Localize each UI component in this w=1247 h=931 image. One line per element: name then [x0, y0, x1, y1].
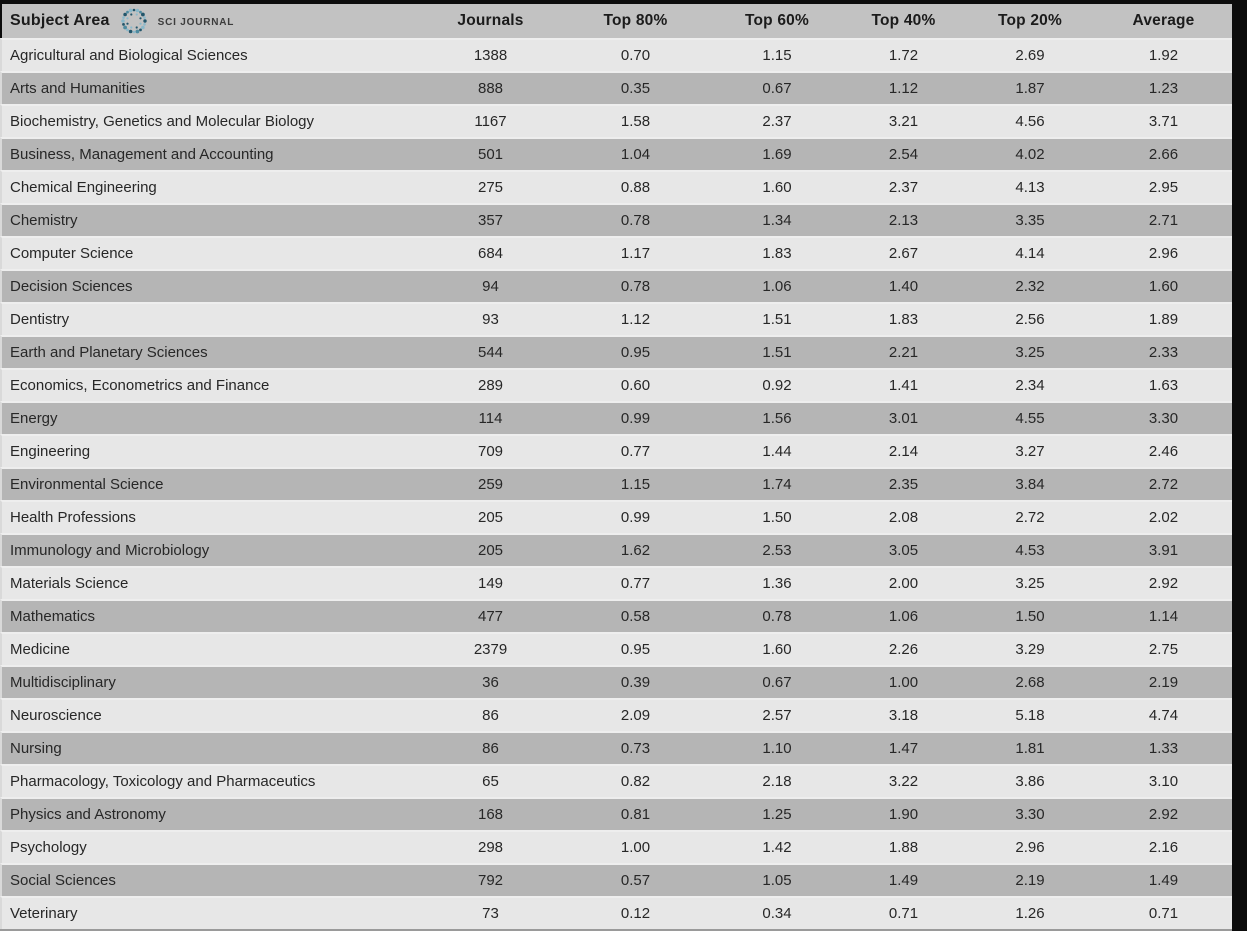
journals-cell: 149 [477, 575, 504, 592]
top-40-cell: 1.00 [888, 674, 919, 691]
journals-cell: 1167 [474, 113, 507, 130]
top-40-cell: 2.37 [888, 179, 919, 196]
top-80-cell: 0.70 [620, 47, 651, 64]
top-60-cell: 1.83 [762, 245, 792, 262]
subject-area-cell: Medicine [10, 641, 71, 658]
top-60-cell: 1.74 [762, 476, 792, 493]
top-80-cell: 0.88 [620, 179, 651, 196]
journals-cell: 168 [477, 806, 504, 823]
top-20-cell: 2.96 [1015, 839, 1045, 856]
average-cell: 2.46 [1148, 443, 1179, 460]
top-20-cell: 4.56 [1015, 113, 1045, 130]
top-60-cell: 1.51 [762, 344, 792, 361]
top-80-cell: 2.09 [620, 707, 651, 724]
top-40-cell: 3.05 [888, 542, 919, 559]
top-60-cell: 2.57 [762, 707, 792, 724]
journals-cell: 684 [477, 245, 504, 262]
table-row [0, 533, 1232, 566]
table-row [0, 203, 1232, 236]
average-cell: 2.02 [1148, 509, 1179, 526]
top-20-cell: 1.50 [1015, 608, 1045, 625]
table-row [0, 137, 1232, 170]
top-60-cell: 1.44 [762, 443, 792, 460]
top-60-cell: 0.67 [762, 80, 792, 97]
table-row [0, 500, 1232, 533]
average-cell: 1.92 [1148, 47, 1179, 64]
journals-cell: 94 [482, 278, 499, 295]
top-20-cell: 3.86 [1015, 773, 1045, 790]
journals-cell: 501 [477, 146, 504, 163]
top-80-cell: 0.95 [620, 344, 651, 361]
average-cell: 3.71 [1148, 113, 1179, 130]
subject-area-cell: Social Sciences [10, 872, 116, 889]
journals-cell: 357 [477, 212, 504, 229]
top-60-cell: 0.78 [762, 608, 792, 625]
top-60-cell: 1.05 [762, 872, 792, 889]
subject-area-cell: Physics and Astronomy [10, 806, 166, 823]
average-cell: 0.71 [1148, 905, 1179, 922]
average-cell: 2.66 [1148, 146, 1179, 163]
top-20-cell: 3.27 [1015, 443, 1045, 460]
top-80-cell: 0.78 [620, 278, 651, 295]
sci-journal-logo-text: SCI JOURNAL [157, 16, 235, 28]
journals-cell: 544 [477, 344, 504, 361]
top-80-column-header: Top 80% [603, 12, 668, 29]
table-row [0, 71, 1232, 104]
subject-area-header-label: Subject Area [10, 12, 110, 29]
subject-area-cell: Dentistry [10, 311, 70, 328]
table-row [0, 269, 1232, 302]
subject-area-cell: Decision Sciences [10, 278, 133, 295]
average-cell: 2.96 [1148, 245, 1179, 262]
top-80-cell: 0.57 [620, 872, 651, 889]
table-row [0, 599, 1232, 632]
top-20-cell: 2.34 [1015, 377, 1045, 394]
top-20-cell: 4.53 [1015, 542, 1045, 559]
average-cell: 2.92 [1148, 575, 1179, 592]
average-cell: 1.89 [1148, 311, 1179, 328]
average-cell: 2.72 [1148, 476, 1179, 493]
top-40-cell: 2.35 [888, 476, 919, 493]
top-60-cell: 1.25 [762, 806, 792, 823]
top-60-cell: 1.60 [762, 179, 792, 196]
top-20-cell: 2.19 [1015, 872, 1045, 889]
table-row [0, 566, 1232, 599]
top-80-cell: 1.62 [620, 542, 651, 559]
subject-area-header-cell [2, 4, 424, 38]
table-row [0, 236, 1232, 269]
average-cell: 3.91 [1148, 542, 1179, 559]
table-row [0, 632, 1232, 665]
average-cell: 1.60 [1148, 278, 1179, 295]
top-20-cell: 2.56 [1015, 311, 1045, 328]
average-cell: 2.75 [1148, 641, 1179, 658]
journals-cell: 65 [482, 773, 499, 790]
subject-area-cell: Earth and Planetary Sciences [10, 344, 208, 361]
journals-cell: 1388 [473, 47, 508, 64]
top-80-cell: 0.81 [620, 806, 651, 823]
journals-cell: 275 [477, 179, 504, 196]
table-row [0, 467, 1232, 500]
top-40-cell: 1.40 [888, 278, 919, 295]
top-60-cell: 1.06 [762, 278, 792, 295]
top-20-cell: 3.29 [1015, 641, 1045, 658]
journals-cell: 86 [482, 707, 499, 724]
subject-area-cell: Multidisciplinary [10, 674, 116, 691]
average-cell: 2.95 [1148, 179, 1179, 196]
top-60-cell: 1.51 [762, 311, 792, 328]
top-60-cell: 1.60 [762, 641, 792, 658]
top-80-cell: 1.00 [620, 839, 651, 856]
average-cell: 1.23 [1148, 80, 1179, 97]
top-40-cell: 2.67 [888, 245, 919, 262]
top-60-cell: 1.50 [762, 509, 792, 526]
subject-area-cell: Pharmacology, Toxicology and Pharmaceutics [10, 773, 316, 790]
top-20-cell: 1.81 [1015, 740, 1045, 757]
top-20-cell: 2.68 [1015, 674, 1045, 691]
top-40-cell: 3.21 [888, 113, 919, 130]
journals-cell: 2379 [473, 641, 508, 658]
top-20-cell: 1.26 [1015, 905, 1045, 922]
average-cell: 3.30 [1148, 410, 1179, 427]
top-20-cell: 4.13 [1015, 179, 1045, 196]
top-40-cell: 1.47 [888, 740, 919, 757]
table-row [0, 302, 1232, 335]
top-40-cell: 1.88 [888, 839, 919, 856]
sci-journal-logo-icon [119, 6, 149, 36]
top-60-cell: 0.92 [762, 377, 792, 394]
top-40-cell: 2.14 [888, 443, 919, 460]
top-40-column-header: Top 40% [871, 12, 936, 29]
top-80-cell: 1.58 [620, 113, 651, 130]
table-row [0, 830, 1232, 863]
top-20-cell: 2.72 [1015, 509, 1045, 526]
subject-area-cell: Materials Science [10, 575, 129, 592]
journals-cell: 792 [477, 872, 504, 889]
table-body [0, 38, 1232, 929]
top-80-cell: 0.73 [620, 740, 651, 757]
table-header-row [0, 4, 1232, 38]
top-20-cell: 2.69 [1015, 47, 1045, 64]
top-40-cell: 1.49 [888, 872, 919, 889]
table-row [0, 38, 1232, 71]
table-row [0, 797, 1232, 830]
journals-cell: 477 [477, 608, 504, 625]
subject-area-table [0, 4, 1232, 929]
top-20-cell: 2.32 [1015, 278, 1045, 295]
top-20-cell: 4.02 [1015, 146, 1045, 163]
top-40-cell: 1.12 [888, 80, 919, 97]
journals-cell: 298 [477, 839, 504, 856]
subject-area-cell: Immunology and Microbiology [10, 542, 210, 559]
top-40-cell: 3.01 [888, 410, 919, 427]
top-80-cell: 0.78 [620, 212, 651, 229]
top-60-cell: 1.15 [762, 47, 792, 64]
top-60-column-header: Top 60% [745, 12, 809, 29]
top-40-cell: 2.21 [888, 344, 919, 361]
subject-area-cell: Agricultural and Biological Sciences [10, 47, 248, 64]
top-20-cell: 3.84 [1015, 476, 1045, 493]
top-80-cell: 0.99 [620, 509, 651, 526]
top-20-cell: 4.55 [1015, 410, 1045, 427]
top-40-cell: 2.26 [888, 641, 919, 658]
average-column-header: Average [1132, 12, 1195, 29]
journals-cell: 709 [477, 443, 504, 460]
top-80-cell: 1.17 [620, 245, 651, 262]
journals-cell: 36 [482, 674, 499, 691]
top-80-cell: 0.58 [620, 608, 651, 625]
top-20-cell: 3.30 [1015, 806, 1045, 823]
top-80-cell: 0.77 [620, 575, 651, 592]
subject-area-cell: Chemistry [10, 212, 78, 229]
top-80-cell: 0.35 [620, 80, 651, 97]
journals-cell: 259 [477, 476, 504, 493]
subject-area-cell: Psychology [10, 839, 87, 856]
table-row [0, 896, 1232, 929]
top-80-cell: 0.39 [620, 674, 651, 691]
subject-area-cell: Computer Science [10, 245, 134, 262]
table-row [0, 764, 1232, 797]
average-cell: 2.19 [1148, 674, 1179, 691]
top-80-cell: 0.77 [620, 443, 651, 460]
top-20-column-header: Top 20% [998, 12, 1062, 29]
average-cell: 1.49 [1148, 872, 1179, 889]
top-40-cell: 0.71 [888, 905, 919, 922]
average-cell: 2.71 [1148, 212, 1179, 229]
top-60-cell: 0.34 [762, 905, 792, 922]
journals-cell: 86 [482, 740, 499, 757]
table-row [0, 434, 1232, 467]
top-40-cell: 1.83 [888, 311, 919, 328]
subject-area-cell: Chemical Engineering [10, 179, 157, 196]
top-60-cell: 1.34 [762, 212, 792, 229]
average-cell: 1.33 [1148, 740, 1179, 757]
journals-cell: 888 [477, 80, 504, 97]
table-row [0, 665, 1232, 698]
top-80-cell: 0.82 [620, 773, 651, 790]
journals-cell: 73 [482, 905, 499, 922]
table-row [0, 170, 1232, 203]
top-60-cell: 2.37 [762, 113, 792, 130]
top-80-cell: 0.12 [620, 905, 651, 922]
average-cell: 2.33 [1148, 344, 1179, 361]
top-60-cell: 2.18 [762, 773, 792, 790]
top-20-cell: 3.25 [1015, 575, 1045, 592]
subject-area-cell: Economics, Econometrics and Finance [10, 377, 270, 394]
top-80-cell: 1.12 [620, 311, 651, 328]
top-60-cell: 1.69 [762, 146, 792, 163]
subject-area-cell: Biochemistry, Genetics and Molecular Biology [10, 113, 315, 130]
top-60-cell: 1.10 [762, 740, 792, 757]
top-60-cell: 0.67 [762, 674, 792, 691]
top-40-cell: 2.54 [888, 146, 919, 163]
average-cell: 1.63 [1148, 377, 1179, 394]
top-20-cell: 3.35 [1015, 212, 1045, 229]
top-40-cell: 1.06 [888, 608, 919, 625]
subject-area-cell: Health Professions [10, 509, 136, 526]
subject-area-cell: Engineering [10, 443, 91, 460]
top-60-cell: 1.56 [762, 410, 792, 427]
top-40-cell: 1.90 [888, 806, 919, 823]
table-row [0, 698, 1232, 731]
top-40-cell: 2.13 [888, 212, 919, 229]
average-cell: 3.10 [1148, 773, 1179, 790]
journals-cell: 205 [477, 542, 504, 559]
top-80-cell: 1.04 [620, 146, 651, 163]
top-20-cell: 5.18 [1015, 707, 1045, 724]
top-20-cell: 4.14 [1015, 245, 1045, 262]
journals-cell: 205 [477, 509, 504, 526]
top-60-cell: 1.36 [762, 575, 792, 592]
top-60-cell: 2.53 [762, 542, 792, 559]
top-80-cell: 0.95 [620, 641, 651, 658]
top-80-cell: 0.99 [620, 410, 651, 427]
top-40-cell: 3.22 [888, 773, 919, 790]
table-row [0, 863, 1232, 896]
table-row [0, 104, 1232, 137]
average-cell: 4.74 [1148, 707, 1179, 724]
table-row [0, 731, 1232, 764]
journals-cell: 114 [478, 410, 503, 427]
subject-area-cell: Business, Management and Accounting [10, 146, 274, 163]
top-40-cell: 3.18 [888, 707, 919, 724]
subject-area-cell: Veterinary [10, 905, 78, 922]
subject-area-cell: Mathematics [10, 608, 96, 625]
top-80-cell: 1.15 [620, 476, 651, 493]
table-row [0, 368, 1232, 401]
subject-area-cell: Energy [10, 410, 58, 427]
top-60-cell: 1.42 [762, 839, 792, 856]
subject-area-cell: Nursing [10, 740, 62, 757]
average-cell: 2.92 [1148, 806, 1179, 823]
subject-area-cell: Environmental Science [10, 476, 164, 493]
top-20-cell: 3.25 [1015, 344, 1045, 361]
top-80-cell: 0.60 [620, 377, 651, 394]
subject-area-cell: Arts and Humanities [10, 80, 146, 97]
top-40-cell: 1.72 [888, 47, 919, 64]
journals-column-header: Journals [457, 12, 524, 29]
top-40-cell: 1.41 [888, 377, 919, 394]
top-20-cell: 1.87 [1015, 80, 1045, 97]
average-cell: 1.14 [1148, 608, 1179, 625]
top-40-cell: 2.08 [888, 509, 919, 526]
average-cell: 2.16 [1148, 839, 1179, 856]
top-40-cell: 2.00 [888, 575, 919, 592]
journals-cell: 289 [477, 377, 504, 394]
table-row [0, 335, 1232, 368]
right-border [1232, 0, 1247, 931]
table-row [0, 401, 1232, 434]
journals-cell: 93 [482, 311, 499, 328]
subject-area-cell: Neuroscience [10, 707, 102, 724]
